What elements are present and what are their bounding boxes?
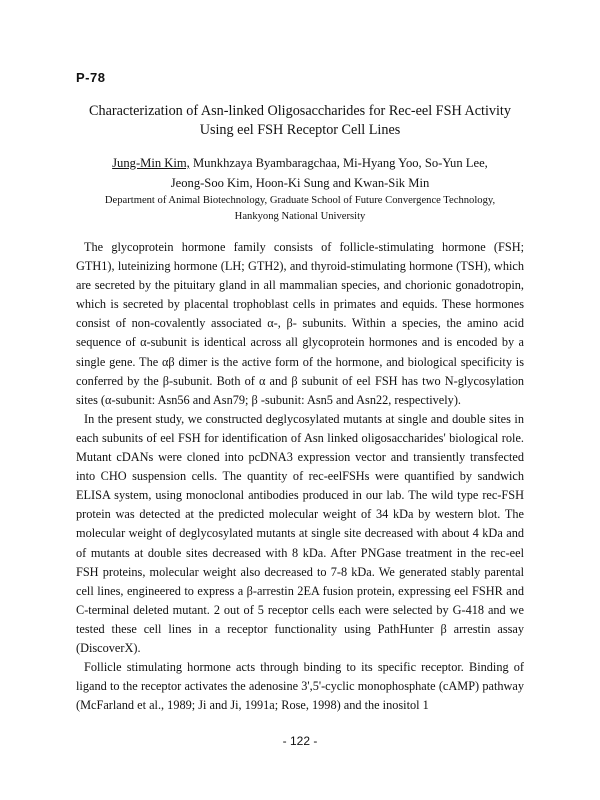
poster-id: P-78 xyxy=(76,70,106,85)
abstract-title xyxy=(60,102,540,140)
body-paragraph: Follicle stimulating hormone acts through binding to its specific receptor. Binding of ligand to the receptor activates the adenosine 3',5'-cyclic monophosphate (cAMP) pathway (McFarland et al., 1989; Ji and Ji, 1991a; Rose, 1998) and the inositol 1 xyxy=(76,660,524,713)
title-line-2: Using eel FSH Receptor Cell Lines xyxy=(199,122,401,138)
affiliation-line-2: Hankyong National University xyxy=(234,210,366,222)
co-authors: Munkhzaya Byambaragchaa, Mi-Hyang Yoo, So-Yun Lee, xyxy=(189,156,488,170)
affiliation xyxy=(60,193,540,224)
body-paragraph: The glycoprotein hormone family consists of follicle-stimulating hormone (FSH; GTH1), luteinizing hormone (LH; GTH2), and thyroid-stimulating hormone (TSH), which are secreted by the pituitary gland in all mammalian species, and chorionic gonadotropin, which is secreted by placental trophoblast cells in primates and equids. These hormones consist of non-covalently associated α-, β- subunits. Within a species, the amino acid sequence of α-subunit is identical across all glycoprotein hormones and is encoded by a single gene. The αβ dimer is the active form of the hormone, and biological specificity is conferred by the β-subunit. Both of α and β subunit of eel FSH has two N-glycosylation sites (α-subunit: Asn56 and Asn79; β -subunit: Asn5 and Asn22, respectively). xyxy=(76,240,524,407)
page-number: - 122 - xyxy=(282,734,318,748)
abstract-body xyxy=(76,238,524,715)
author-list xyxy=(60,153,540,193)
body-paragraph: In the present study, we constructed deglycosylated mutants at single and double sites in each subunits of eel FSH for identification of Asn linked oligosaccharides' biological role. Mutant cDANs were cloned into pcDNA3 expression vector and transiently transfected into CHO suspension cells. The quantity of rec-eelFSHs were quantified by sandwich ELISA system, using monoclonal antibodies produced in our lab. The wild type rec-FSH protein was detected at the predicted molecular weight of 34 kDa by western blot. The molecular weight of deglycosylated mutants at single site decreased with about 4 kDa and of mutants at double sites decreased with 8 kDa. After PNGase treatment in the rec-eel FSH proteins, molecular weight also decreased to 7-8 kDa. We generated stably parental cell lines, engineered to express a β-arrestin 2EA fusion protein, expressing eel FSHR and C-terminal deleted mutant. 2 out of 5 receptor cells each were selected by G-418 and we tested these cell lines in a receptor functionality using PathHunter β arrestin assay (DiscoverX). xyxy=(76,411,524,655)
presenting-author: Jung-Min Kim, xyxy=(112,156,190,170)
title-line-1: Characterization of Asn-linked Oligosaccharides for Rec-eel FSH Activity xyxy=(89,103,511,119)
affiliation-line-1: Department of Animal Biotechnology, Graduate School of Future Convergence Technology, xyxy=(104,195,496,206)
authors-line-2: Jeong-Soo Kim, Hoon-Ki Sung and Kwan-Sik Min xyxy=(170,176,430,190)
authors-line-1 xyxy=(60,153,540,173)
